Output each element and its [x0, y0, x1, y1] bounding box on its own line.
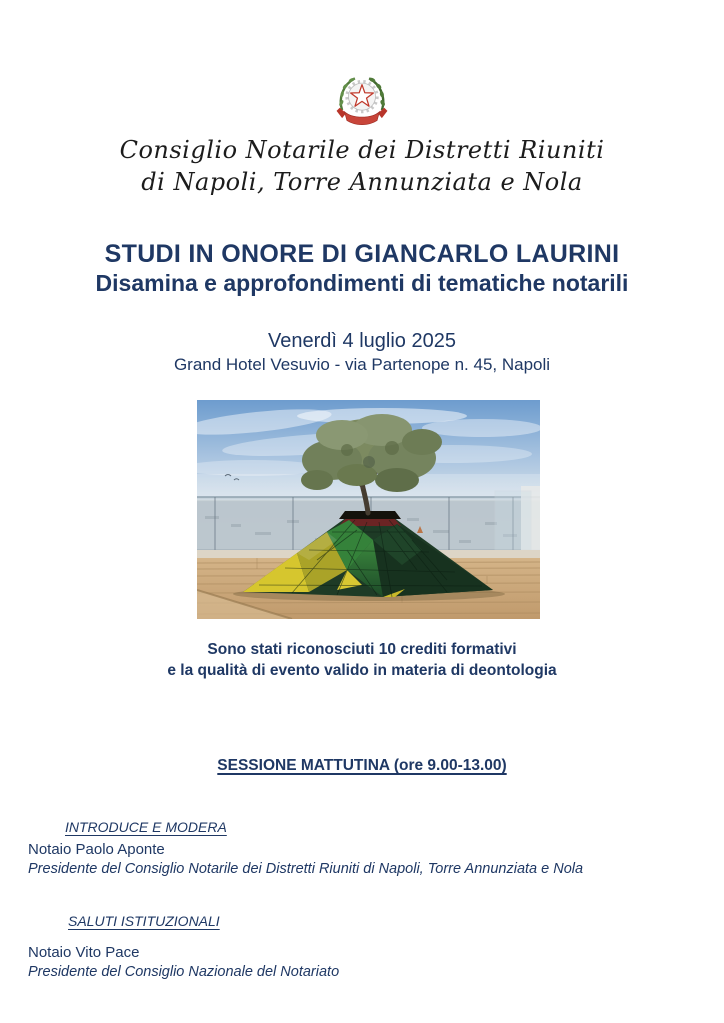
session-heading-text: SESSIONE MATTUTINA (ore 9.00-13.00) — [217, 757, 507, 774]
session-heading — [0, 757, 724, 775]
olive-tree-pyramid-terrace-photo — [197, 400, 540, 619]
event-date: Venerdì 4 luglio 2025 — [268, 330, 456, 352]
italy-republic-emblem-icon — [0, 68, 724, 130]
event-details — [0, 329, 724, 376]
event-title-subtitle: Disamina e approfondimenti di tematiche notarili — [95, 270, 629, 296]
section-heading-text: SALUTI ISTITUZIONALI — [68, 913, 220, 929]
organization-name — [0, 134, 724, 198]
org-line-1: Consiglio Notarile dei Distretti Riuniti — [119, 136, 605, 164]
section-heading-text: INTRODUCE E MODERA — [65, 819, 227, 835]
event-venue: Grand Hotel Vesuvio - via Partenope n. 45, Napoli — [173, 355, 551, 374]
credits-line-1: Sono stati riconosciuti 10 crediti formativi — [207, 641, 517, 658]
emblem-svg — [330, 68, 394, 130]
event-title-main: STUDI IN ONORE DI GIANCARLO LAURINI — [104, 240, 620, 268]
speaker-role-vito-pace: Presidente del Consiglio Nazionale del Notariato — [28, 964, 340, 980]
credits-line-2: e la qualità di evento valido in materia di deontologia — [167, 662, 557, 679]
section-introduce-e-modera-heading — [65, 819, 227, 835]
org-line-2: di Napoli, Torre Annunziata e Nola — [141, 168, 583, 196]
credits-statement — [0, 639, 724, 681]
speaker-name-vito-pace: Notaio Vito Pace — [28, 944, 140, 961]
section-saluti-istituzionali-heading — [68, 913, 220, 929]
photo-illustration — [197, 400, 540, 619]
speaker-name-paolo-aponte: Notaio Paolo Aponte — [28, 841, 165, 858]
speaker-role-paolo-aponte: Presidente del Consiglio Notarile dei Distretti Riuniti di Napoli, Torre Annunziata e Nola — [28, 861, 584, 877]
event-title — [0, 240, 724, 297]
